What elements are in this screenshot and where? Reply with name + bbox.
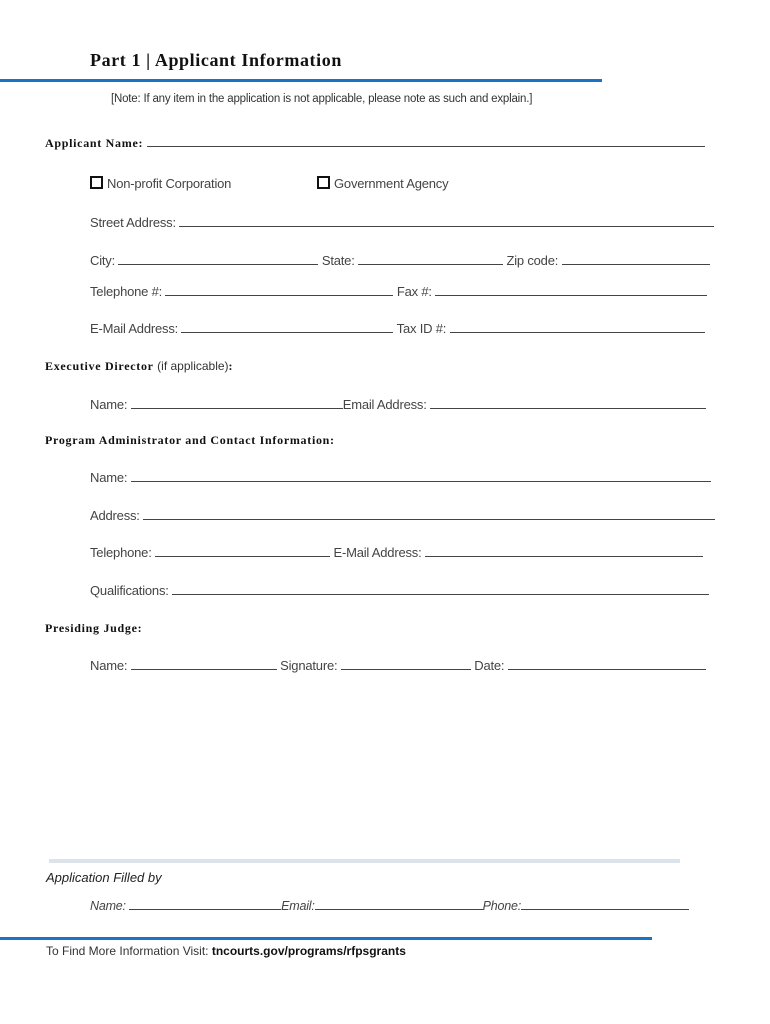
applicant-name-field[interactable] (147, 134, 705, 147)
pa-telephone-label: Telephone: (90, 545, 152, 560)
executive-director-row (90, 396, 706, 412)
street-row (90, 214, 714, 230)
ed-name-field[interactable] (131, 396, 343, 409)
fb-email-label: Email: (281, 899, 315, 913)
instruction-note: [Note: If any item in the application is not applicable, please note as such and explain.] (111, 93, 533, 105)
pa-email-field[interactable] (425, 544, 703, 557)
email-taxid-row (90, 320, 705, 336)
judge-signature-field[interactable] (341, 657, 471, 670)
street-label: Street Address: (90, 215, 176, 230)
pa-name-label: Name: (90, 470, 128, 485)
government-option[interactable] (317, 176, 448, 191)
pa-qualifications-row (90, 582, 709, 598)
fax-label: Fax #: (396, 284, 432, 299)
email-field[interactable] (181, 320, 393, 333)
applicant-name-row (45, 134, 705, 151)
executive-director-note: (if applicable) (157, 359, 229, 373)
nonprofit-option[interactable] (90, 176, 231, 191)
presiding-judge-heading: Presiding Judge: (45, 621, 143, 635)
state-label: State: (321, 253, 355, 268)
judge-signature-label: Signature: (280, 658, 338, 673)
pa-address-row (90, 507, 715, 523)
ed-email-field[interactable] (430, 396, 706, 409)
pa-name-row (90, 469, 711, 485)
title-rule (0, 79, 602, 82)
page-title: Part 1 | Applicant Information (90, 50, 342, 70)
ed-name-label: Name: (90, 397, 128, 412)
program-admin-heading: Program Administrator and Contact Information: (45, 433, 335, 447)
judge-date-field[interactable] (508, 657, 706, 670)
footer-link[interactable]: tncourts.gov/programs/rfpsgrants (211, 944, 406, 958)
judge-name-field[interactable] (131, 657, 277, 670)
fb-name-field[interactable] (129, 897, 281, 910)
judge-date-label: Date: (474, 658, 505, 673)
zip-label: Zip code: (506, 253, 559, 268)
fb-email-field[interactable] (315, 897, 483, 910)
executive-director-colon: : (228, 359, 234, 373)
city-field[interactable] (118, 252, 318, 265)
government-label: Government Agency (334, 176, 449, 191)
fb-phone-label: Phone: (482, 899, 522, 913)
state-field[interactable] (358, 252, 503, 265)
pa-qualifications-label: Qualifications: (90, 583, 169, 598)
footer (46, 944, 406, 958)
executive-director-heading (45, 359, 233, 374)
email-label: E-Mail Address: (90, 321, 179, 336)
nonprofit-label: Non-profit Corporation (107, 176, 232, 191)
taxid-field[interactable] (450, 320, 705, 333)
judge-name-label: Name: (90, 658, 128, 673)
nonprofit-checkbox[interactable] (90, 176, 103, 189)
fb-name-label: Name: (90, 899, 126, 913)
filled-by-heading: Application Filled by (46, 870, 162, 885)
footer-text: To Find More Information Visit: (46, 944, 212, 958)
footer-rule (0, 937, 652, 940)
phone-fax-row (90, 283, 707, 299)
pa-name-field[interactable] (131, 469, 711, 482)
street-field[interactable] (179, 214, 714, 227)
applicant-name-label: Applicant Name: (45, 136, 144, 150)
pa-email-label: E-Mail Address: (333, 545, 422, 560)
ed-email-label: Email Address: (342, 397, 427, 412)
pa-contact-row (90, 544, 703, 560)
fax-field[interactable] (435, 283, 707, 296)
filled-by-divider (49, 859, 680, 863)
government-checkbox[interactable] (317, 176, 330, 189)
judge-row (90, 657, 706, 673)
fb-phone-field[interactable] (521, 897, 689, 910)
city-label: City: (90, 253, 116, 268)
pa-telephone-field[interactable] (155, 544, 330, 557)
taxid-label: Tax ID #: (396, 321, 447, 336)
filled-by-row (90, 897, 689, 913)
telephone-label: Telephone #: (90, 284, 163, 299)
telephone-field[interactable] (165, 283, 393, 296)
pa-qualifications-field[interactable] (172, 582, 709, 595)
pa-address-label: Address: (90, 508, 140, 523)
zip-field[interactable] (562, 252, 710, 265)
executive-director-title: Executive Director (45, 359, 154, 373)
pa-address-field[interactable] (143, 507, 715, 520)
city-state-zip-row (90, 252, 710, 268)
